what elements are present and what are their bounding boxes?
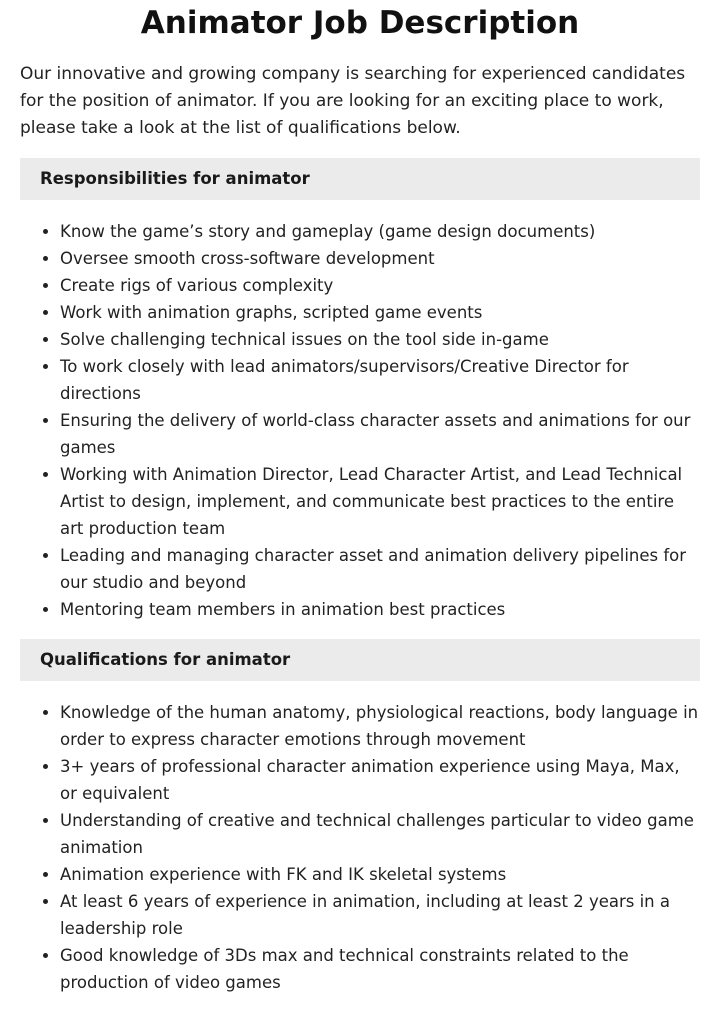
list-item: • Leading and managing character asset and animation delivery pipelines for our studio and beyond <box>60 542 700 596</box>
list-item: • Mentoring team members in animation best practices <box>60 596 700 623</box>
list-item: • Create rigs of various complexity <box>60 272 700 299</box>
qualifications-list <box>20 699 700 996</box>
list-item: • At least 6 years of experience in animation, including at least 2 years in a leadership role <box>60 888 700 942</box>
list-item: • Understanding of creative and technical challenges particular to video game animation <box>60 807 700 861</box>
intro-paragraph: Our innovative and growing company is searching for experienced candidates for the position of animator. If you are looking for an exciting place to work, please take a look at the list of qualifications below. <box>20 64 686 138</box>
list-item: • To work closely with lead animators/supervisors/Creative Director for directions <box>60 353 700 407</box>
list-item: • Know the game’s story and gameplay (game design documents) <box>60 218 700 245</box>
list-item: • Work with animation graphs, scripted game events <box>60 299 700 326</box>
list-item: • 3+ years of professional character animation experience using Maya, Max, or equivalent <box>60 753 700 807</box>
list-item: • Knowledge of the human anatomy, physiological reactions, body language in order to express character emotions through movement <box>60 699 700 753</box>
list-item: • Working with Animation Director, Lead Character Artist, and Lead Technical Artist to design, implement, and communicate best practices to the entire art production team <box>60 461 700 542</box>
list-item: • Solve challenging technical issues on the tool side in-game <box>60 326 700 353</box>
section-header-qualifications: Qualifications for animator <box>20 639 700 681</box>
page-title: Animator Job Description <box>140 5 580 41</box>
list-item: • Animation experience with FK and IK skeletal systems <box>60 861 700 888</box>
list-item: • Ensuring the delivery of world-class character assets and animations for our games <box>60 407 700 461</box>
responsibilities-list <box>20 218 700 623</box>
list-item: • Oversee smooth cross-software development <box>60 245 700 272</box>
section-header-responsibilities: Responsibilities for animator <box>20 158 700 200</box>
list-item: • Good knowledge of 3Ds max and technical constraints related to the production of video games <box>60 942 700 996</box>
